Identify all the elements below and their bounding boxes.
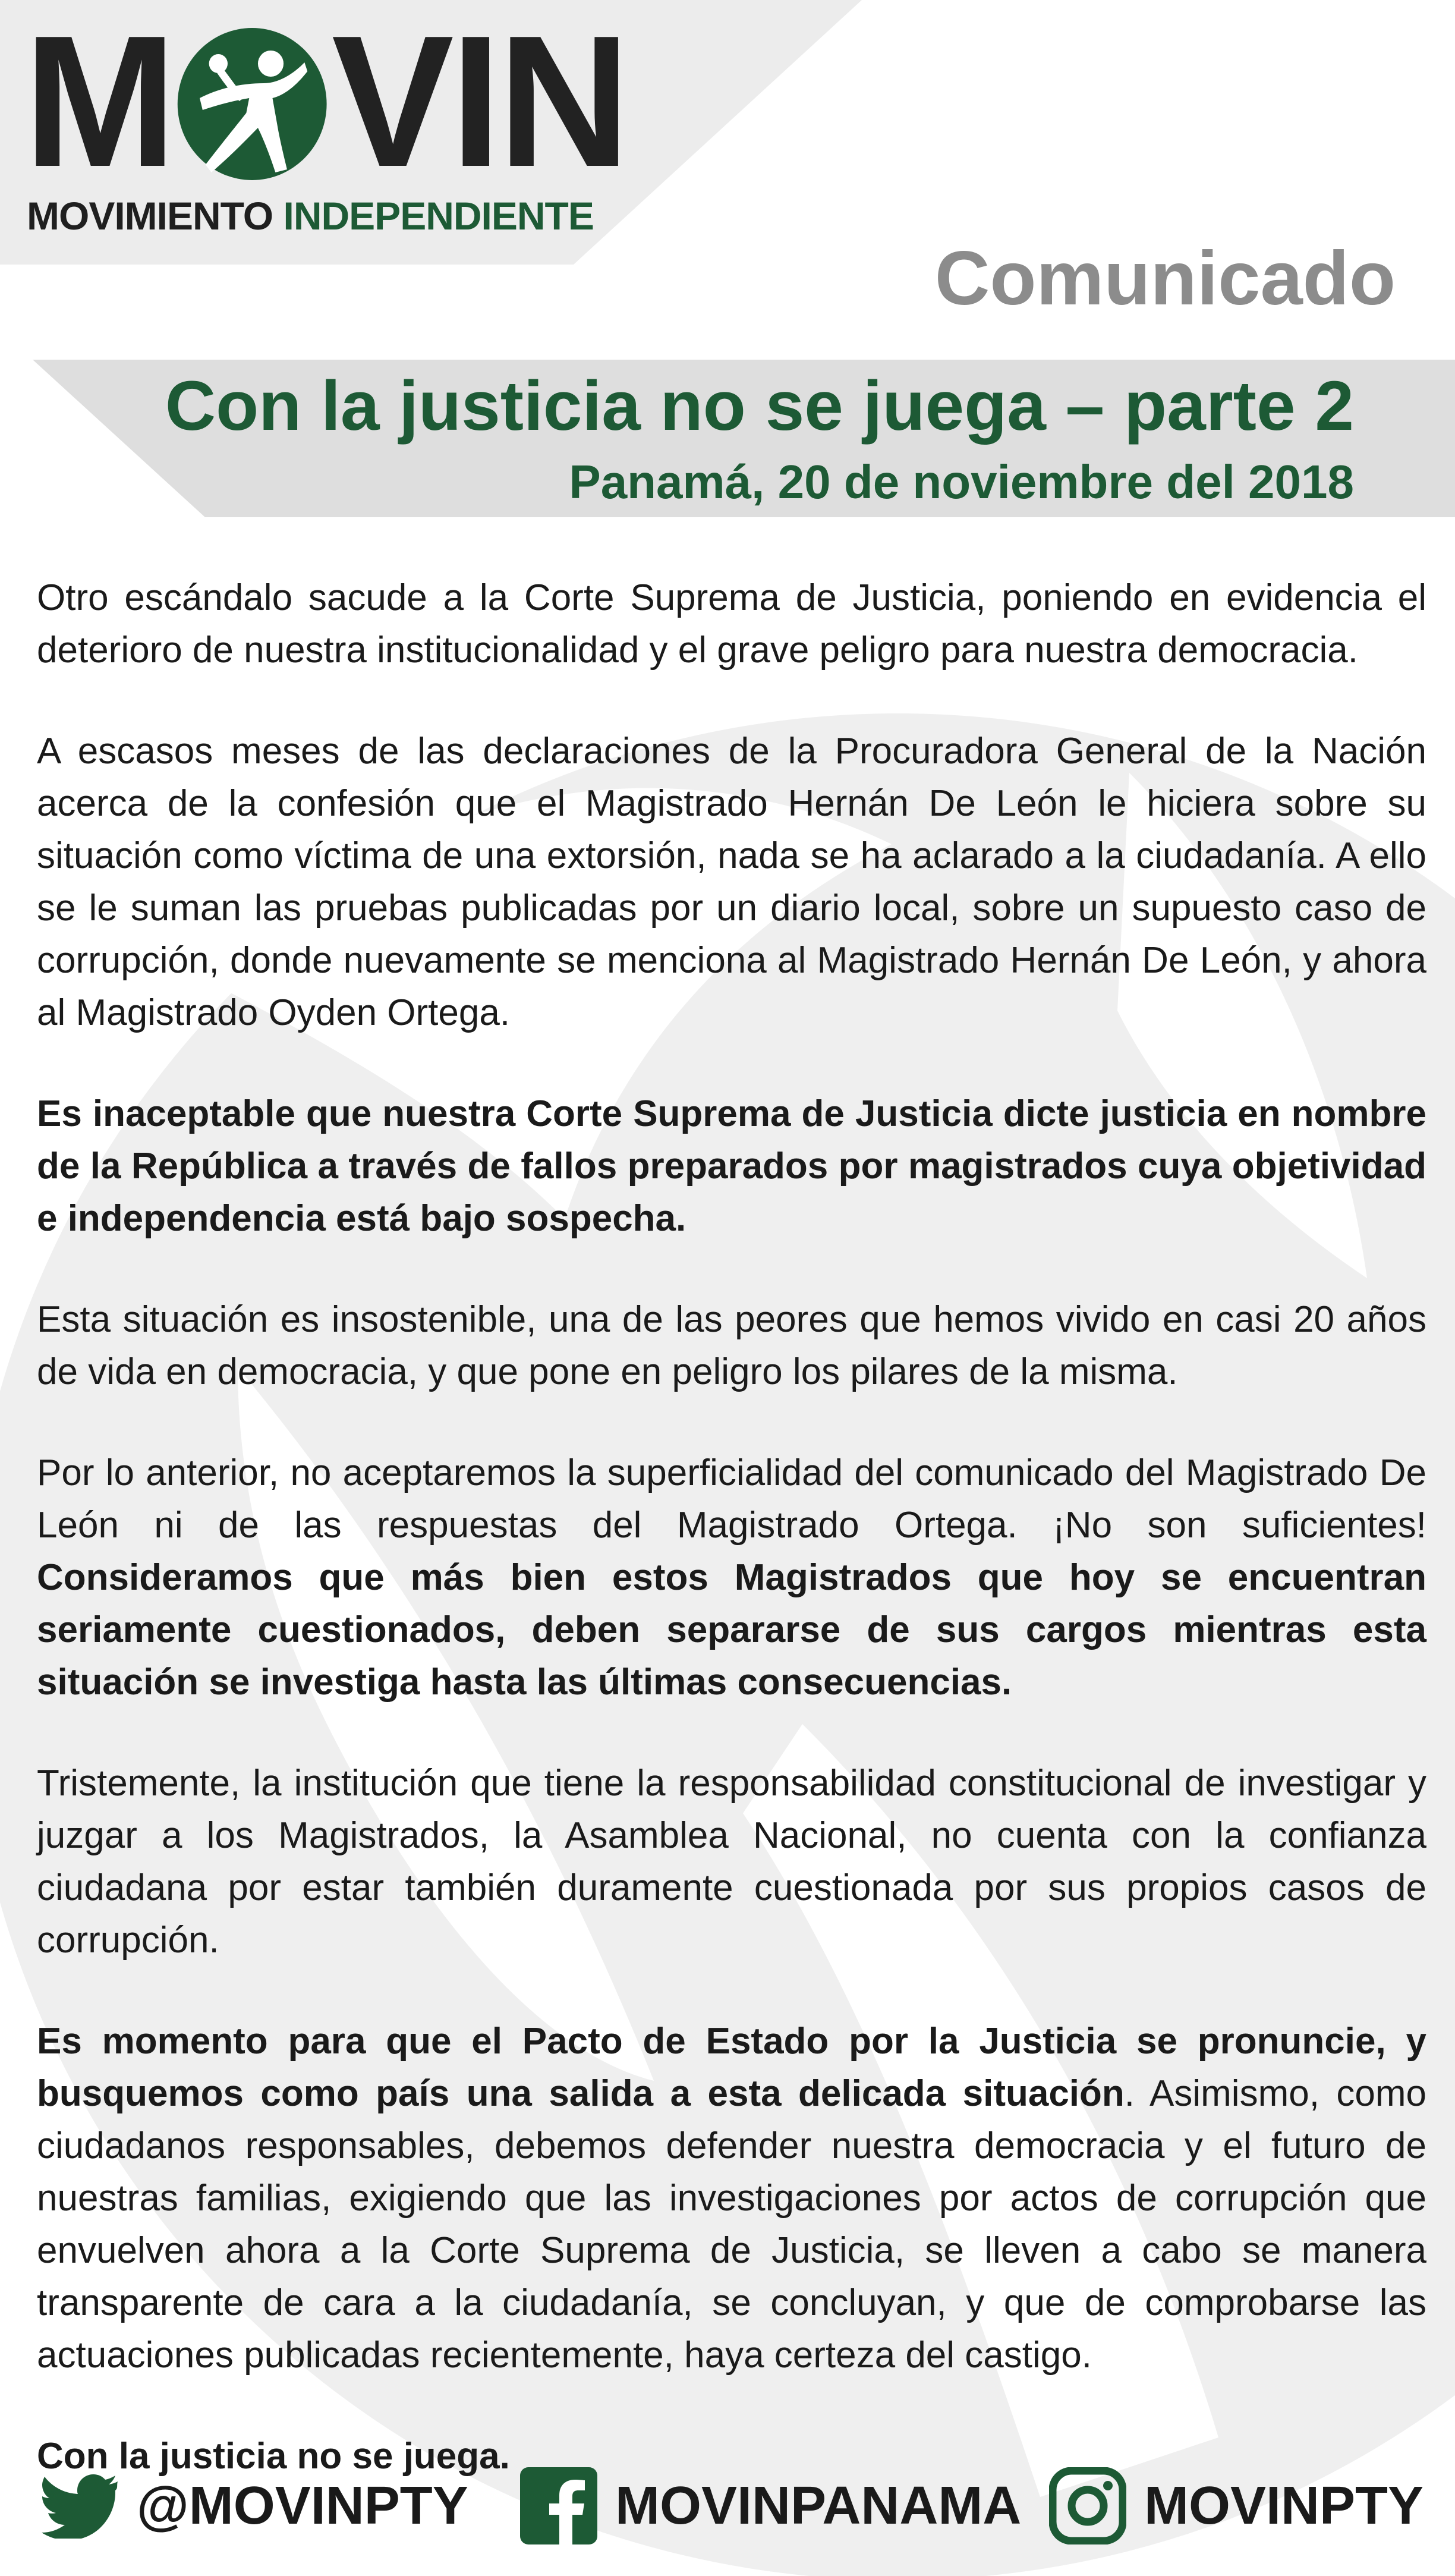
logo-tagline xyxy=(27,193,594,238)
comunicado-label: Comunicado xyxy=(934,236,1396,321)
logo-letters-end: VIN xyxy=(331,0,627,206)
closing-line: Con la justicia no se juega. xyxy=(37,2436,510,2477)
paragraph-5-bold: Consideramos que más bien estos Magistrados que hoy se encuentran seriamente cuestionados, deben separarse de sus cargos mientras esta situación se investiga hasta las últimas consecuencias. xyxy=(37,1557,1426,1703)
logo-green-circle-icon xyxy=(177,27,328,181)
social-instagram[interactable] xyxy=(1049,2461,1423,2550)
social-footer xyxy=(36,2461,1438,2550)
paragraph-7-plain: . Asimismo, como ciudadanos responsables, debemos defender nuestra democracia y el futuro de nuestras familias, exigiendo que las investigaciones por actos de corrupción que envuelven ahora a la Corte Suprema de Justicia, se lleven a cabo se manera transparente de cara a la ciudadanía, se concluyan, y que de comprobarse las actuaciones publicadas recientemente, haya certeza del castigo. xyxy=(37,2073,1426,2376)
twitter-handle: @MOVINPTY xyxy=(137,2476,468,2536)
paragraph-7-bold: Es momento para que el Pacto de Estado por la Justicia se pronuncie, y busquemos como país una salida a esta delicada situación xyxy=(37,2021,1426,2114)
page-title: Con la justicia no se juega – parte 2 xyxy=(165,367,1354,445)
paragraph-6: Tristemente, la institución que tiene la responsabilidad constitucional de investigar y juzgar a los Magistrados, la Asamblea Nacional, no cuenta con la confianza ciudadana por estar también duramente cuestionada por sus propios casos de corrupción. xyxy=(37,1763,1426,1961)
facebook-handle: MOVINPANAMA xyxy=(615,2476,1022,2536)
paragraph-3-bold: Es inaceptable que nuestra Corte Suprema de Justicia dicte justicia en nombre de la República a través de fallos preparados por magistrados cuya objetividad e independencia está bajo sospecha. xyxy=(37,1093,1426,1239)
instagram-icon xyxy=(1049,2467,1126,2544)
paragraph-3 xyxy=(37,1088,1426,1245)
facebook-icon xyxy=(520,2467,597,2544)
movin-logo xyxy=(24,0,627,241)
paragraph-7 xyxy=(37,2015,1426,2382)
social-facebook[interactable] xyxy=(520,2461,1021,2550)
instagram-handle: MOVINPTY xyxy=(1144,2476,1424,2536)
paragraph-4: Esta situación es insostenible, una de las peores que hemos vivido en casi 20 años de vida en democracia, y que pone en peligro los pilares de la misma. xyxy=(37,1299,1426,1392)
logo-tagline-part2: INDEPENDIENTE xyxy=(283,194,594,238)
logo-tagline-part1: MOVIMIENTO xyxy=(27,194,273,238)
paragraph-1: Otro escándalo sacude a la Corte Suprema de Justicia, poniendo en evidencia el deterioro de nuestra institucionalidad y el grave peligro para nuestra democracia. xyxy=(37,577,1426,671)
statement-body xyxy=(37,572,1426,2531)
paragraph-5 xyxy=(37,1447,1426,1709)
paragraph-5-plain: Por lo anterior, no aceptaremos la superficialidad del comunicado del Magistrado De León ni de las respuestas del Magistrado Ortega. ¡No son suficientes! xyxy=(37,1452,1426,1546)
page-date: Panamá, 20 de noviembre del 2018 xyxy=(569,455,1354,508)
logo-letters-start: M xyxy=(24,0,174,206)
paragraph-2: A escasos meses de las declaraciones de la Procuradora General de la Nación acerca de la confesión que el Magistrado Hernán De León le hiciera sobre su situación como víctima de una extorsión, nada se ha aclarado a la ciudadanía. A ello se le suman las pruebas publicadas por un diario local, sobre un supuesto caso de corrupción, donde nuevamente se menciona al Magistrado Hernán De León, y ahora al Magistrado Oyden Ortega. xyxy=(37,731,1426,1033)
twitter-bird-icon xyxy=(42,2473,119,2539)
logo-wordmark xyxy=(24,0,627,206)
social-twitter[interactable] xyxy=(42,2461,468,2550)
